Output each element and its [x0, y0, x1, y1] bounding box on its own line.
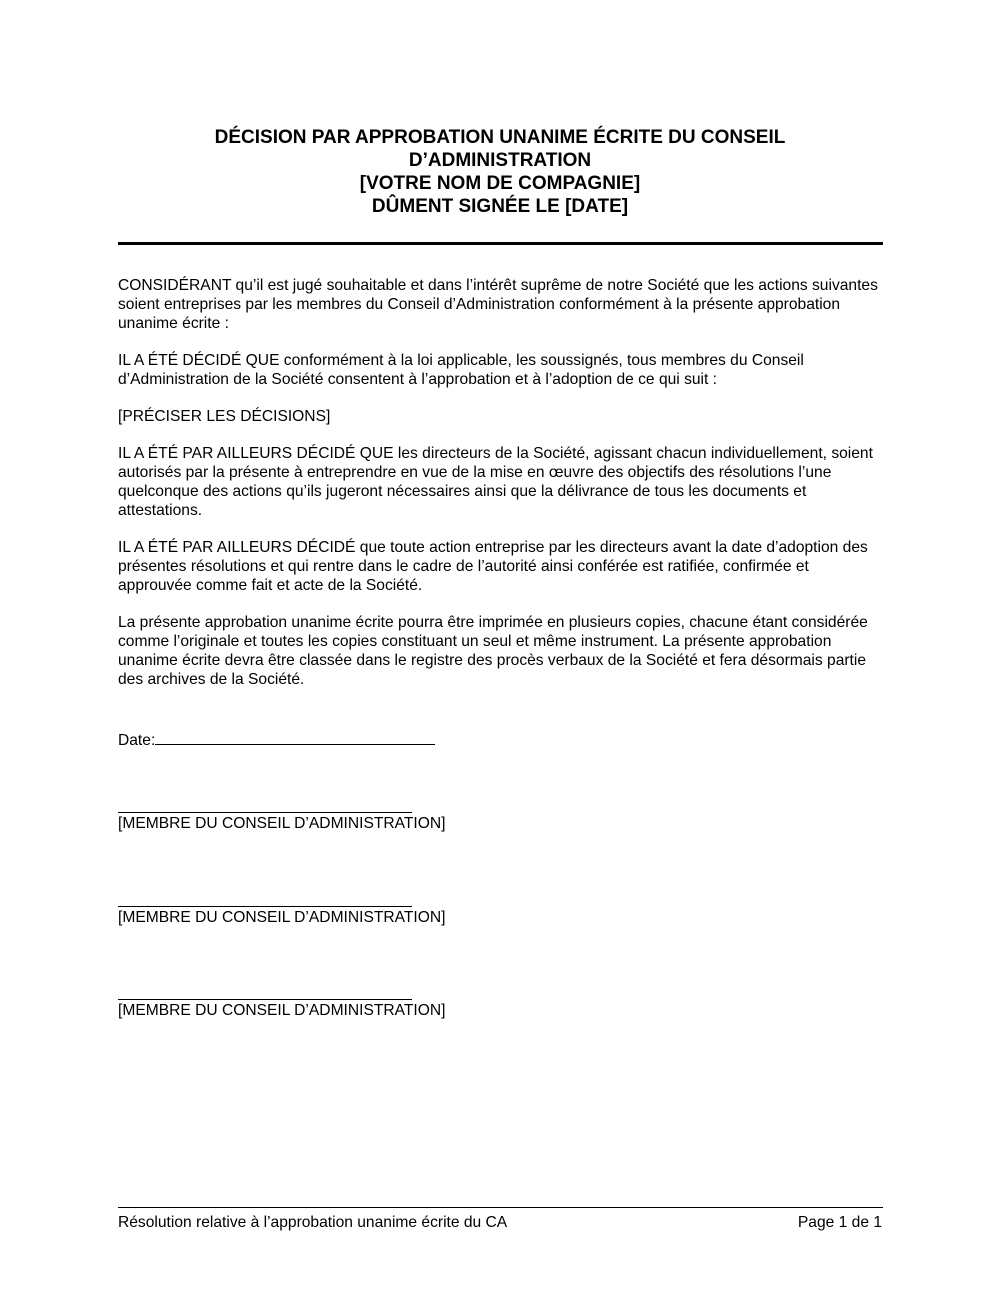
paragraph: IL A ÉTÉ PAR AILLEURS DÉCIDÉ QUE les directeurs de la Société, agissant chacun individuellement, soient autorisés par la présente à entreprendre en vue de la mise en œuvre des objectifs des résolutions l’une quelconque des actions qu’ils jugeront nécessaires ainsi que la délivrance de tous les documents et attestations.: [118, 445, 873, 519]
title-line: DÉCISION PAR APPROBATION UNANIME ÉCRITE DU CONSEIL: [214, 127, 786, 148]
date-label: Date:: [118, 732, 156, 749]
signature-line: [118, 999, 412, 1000]
company-name-placeholder: [VOTRE NOM DE COMPAGNIE]: [359, 173, 641, 194]
document-body: [118, 276, 884, 707]
signature-label: [MEMBRE DU CONSEIL D’ADMINISTRATION]: [118, 815, 446, 832]
paragraph: La présente approbation unanime écrite pourra être imprimée en plusieurs copies, chacune étant considérée comme l’originale et toutes les copies constituant un seul et même instrument. La présente approbation unanime écrite devra être classée dans le registre des procès verbaux de la Société et fera désormais partie des archives de la Société.: [118, 614, 868, 688]
title-divider: [118, 242, 883, 245]
page-footer: [118, 1213, 882, 1232]
footer-document-name: Résolution relative à l’approbation unanime écrite du CA: [118, 1214, 508, 1231]
title-line: D’ADMINISTRATION: [408, 150, 592, 171]
signature-line: [118, 906, 412, 907]
signature-label: [MEMBRE DU CONSEIL D’ADMINISTRATION]: [118, 909, 446, 926]
signature-block: [118, 999, 446, 1020]
date-field: [118, 729, 435, 750]
signed-date-line: DÛMENT SIGNÉE LE [DATE]: [371, 196, 629, 217]
document-title: [118, 126, 882, 218]
page-number: Page 1 de 1: [797, 1214, 882, 1231]
date-blank-line: [155, 729, 435, 745]
signature-line: [118, 812, 412, 813]
signature-label: [MEMBRE DU CONSEIL D’ADMINISTRATION]: [118, 1002, 446, 1019]
footer-divider: [118, 1207, 883, 1208]
signature-block: [118, 906, 446, 927]
paragraph: [PRÉCISER LES DÉCISIONS]: [118, 408, 331, 425]
paragraph: IL A ÉTÉ DÉCIDÉ QUE conformément à la loi applicable, les soussignés, tous membres du Conseil d’Administration de la Société consentent à l’approbation et à l’adoption de ce qui suit :: [118, 352, 804, 388]
paragraph: CONSIDÉRANT qu’il est jugé souhaitable et dans l’intérêt suprême de notre Société que les actions suivantes soient entreprises par les membres du Conseil d’Administration conformément à la présente approbation unanime écrite :: [118, 277, 878, 332]
paragraph: IL A ÉTÉ PAR AILLEURS DÉCIDÉ que toute action entreprise par les directeurs avant la date d’adoption des présentes résolutions et qui rentre dans le cadre de l’autorité ainsi conférée est ratifiée, confirmée et approuvée comme fait et acte de la Société.: [118, 539, 868, 594]
signature-block: [118, 812, 446, 833]
